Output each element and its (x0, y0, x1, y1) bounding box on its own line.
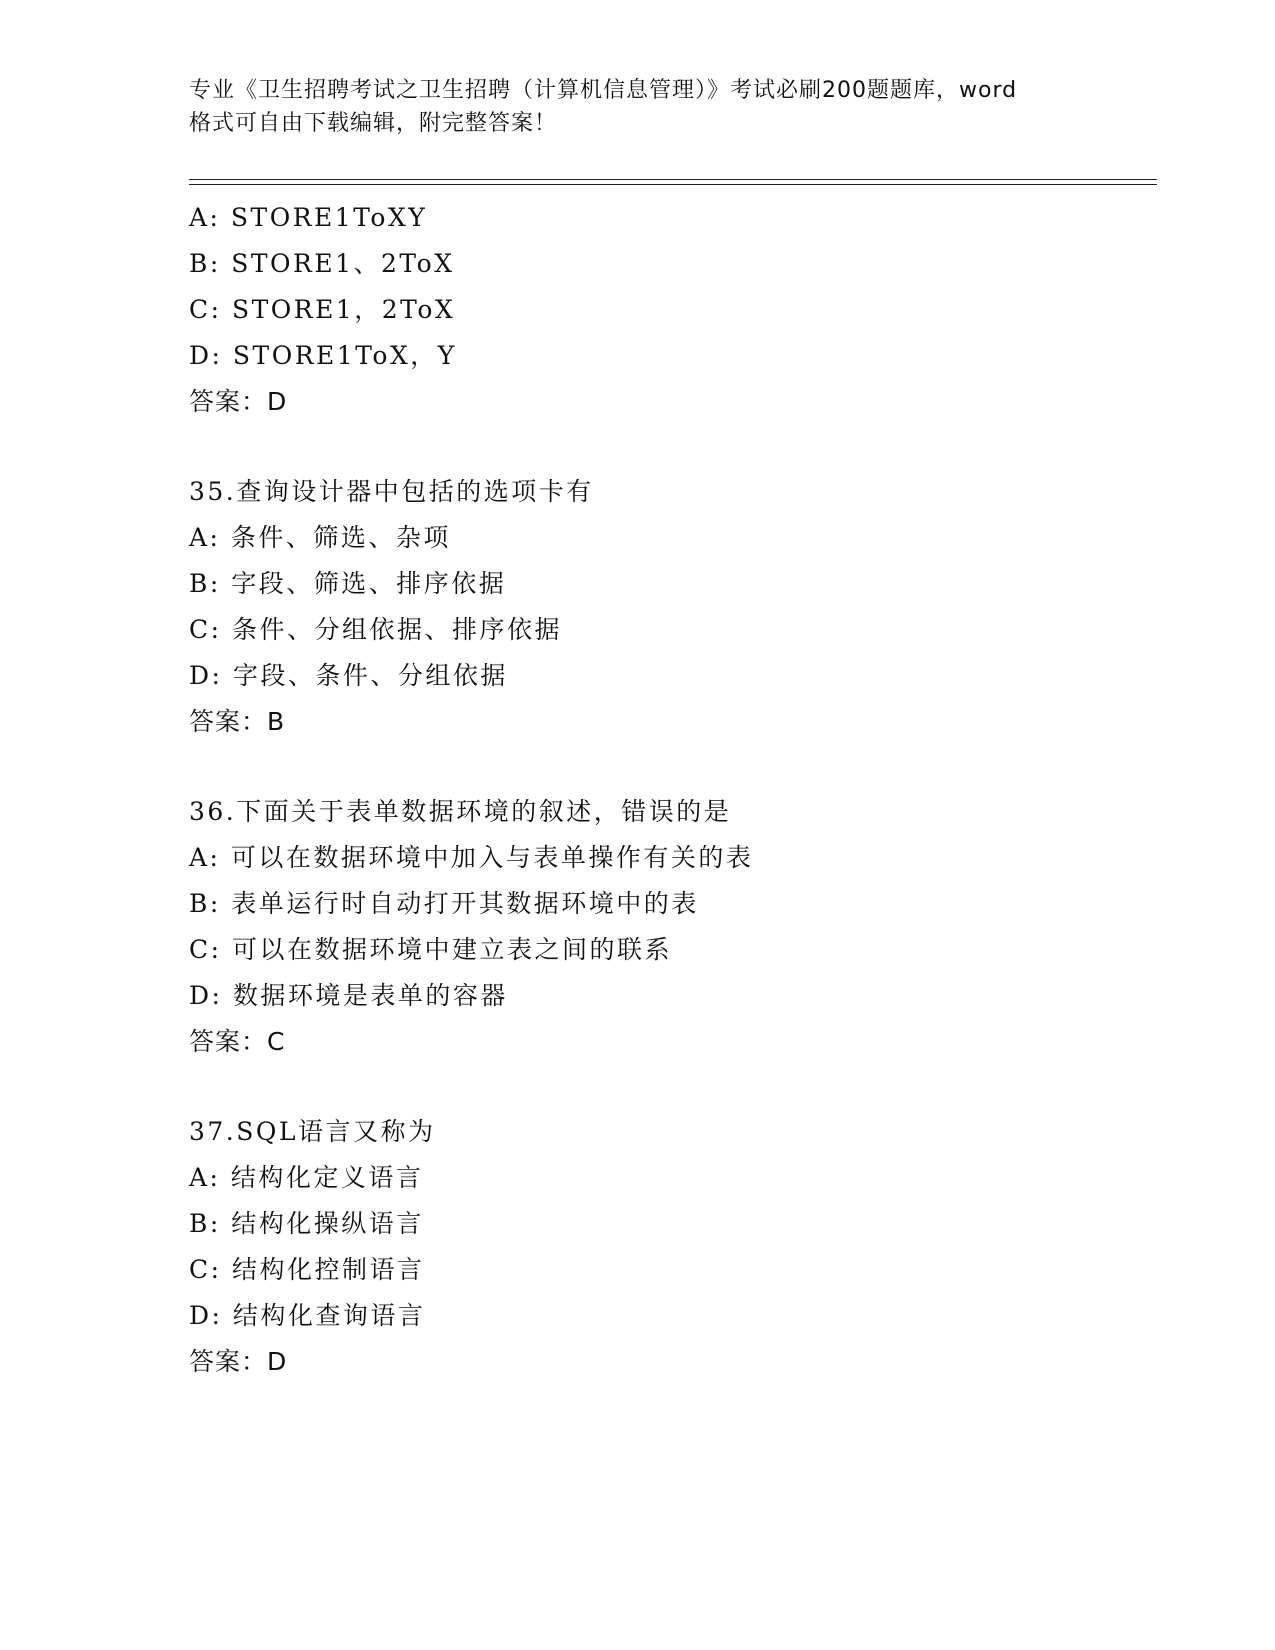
option-a: A: STORE1ToXY (189, 203, 428, 232)
option-a: A: 可以在数据环境中加入与表单操作有关的表 (189, 843, 754, 872)
option-c: C: STORE1，2ToX (189, 295, 456, 324)
option-b: B: 结构化操纵语言 (189, 1209, 424, 1238)
header-rule-bottom (189, 184, 1157, 185)
answer-line: 答案：D (189, 1347, 288, 1376)
option-b: B: 表单运行时自动打开其数据环境中的表 (189, 889, 699, 918)
option-d: D: 字段、条件、分组依据 (189, 661, 508, 690)
question-35 (189, 469, 1149, 745)
answer-line: 答案：B (189, 707, 286, 736)
question-34 (189, 195, 1149, 425)
question-spacer (189, 1065, 1149, 1109)
option-d: D: 数据环境是表单的容器 (189, 981, 508, 1010)
option-d: D: STORE1ToX，Y (189, 341, 457, 370)
option-c: C: 结构化控制语言 (189, 1255, 425, 1284)
option-c: C: 条件、分组依据、排序依据 (189, 615, 562, 644)
option-c: C: 可以在数据环境中建立表之间的联系 (189, 935, 672, 964)
option-a: A: 条件、筛选、杂项 (189, 523, 451, 552)
option-b: B: 字段、筛选、排序依据 (189, 569, 507, 598)
question-spacer (189, 425, 1149, 469)
answer-line: 答案：C (189, 1027, 286, 1056)
answer-line: 答案：D (189, 387, 288, 416)
header-line-2: 格式可自由下载编辑，附完整答案！ (189, 111, 558, 136)
question-list (189, 195, 1149, 1385)
question-text: 37.SQL语言又称为 (189, 1117, 436, 1146)
option-b: B: STORE1、2ToX (189, 249, 455, 278)
question-36 (189, 789, 1149, 1065)
question-spacer (189, 745, 1149, 789)
header-line-1: 专业《卫生招聘考试之卫生招聘（计算机信息管理）》考试必刷200题题库，word (189, 78, 1018, 103)
question-text: 36.下面关于表单数据环境的叙述，错误的是 (189, 797, 732, 826)
question-37 (189, 1109, 1149, 1385)
question-text: 35.查询设计器中包括的选项卡有 (189, 477, 594, 506)
document-header (189, 74, 1089, 140)
option-d: D: 结构化查询语言 (189, 1301, 426, 1330)
header-rule-top (189, 179, 1157, 180)
option-a: A: 结构化定义语言 (189, 1163, 424, 1192)
